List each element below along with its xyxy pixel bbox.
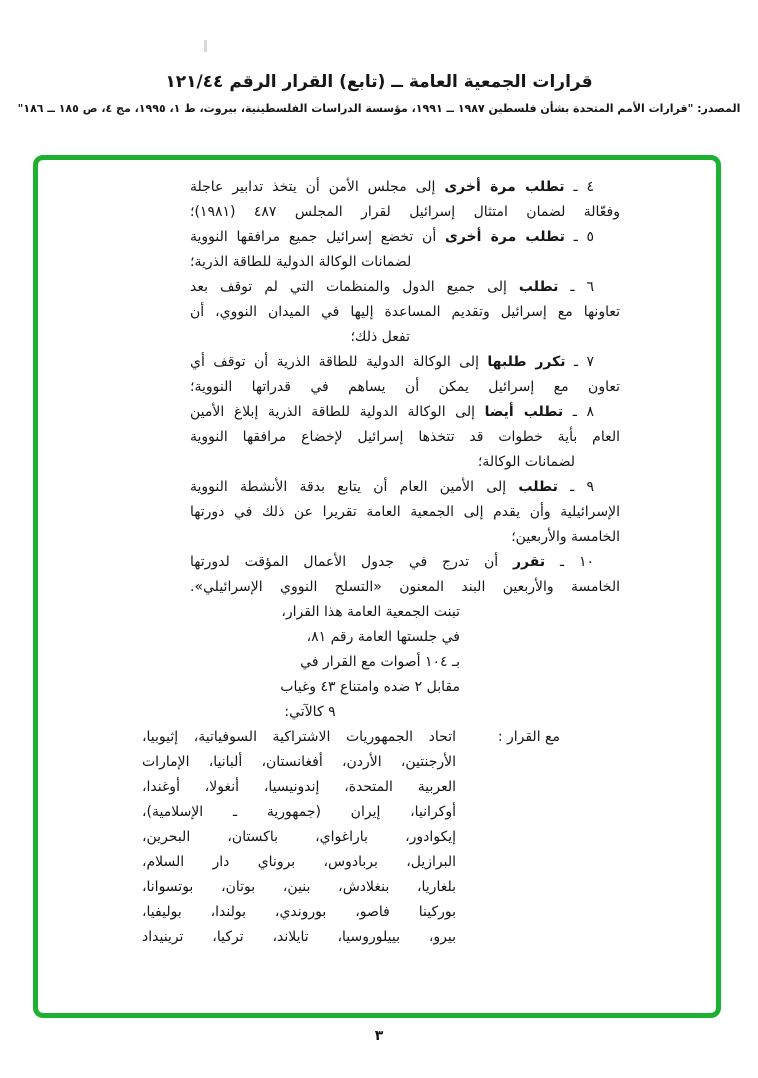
text-line: الخامسة والأربعين؛ bbox=[511, 529, 620, 545]
text-line: في جلستها العامة رقم ٨١، bbox=[306, 629, 460, 645]
text-line: بلغاريا، بنغلادش، بنين، بوتان، بوتسوانا، bbox=[142, 879, 456, 895]
text-line: أوكرانيا، إيران (جمهورية ـ الإسلامية)، bbox=[142, 804, 456, 820]
text-line: ٤ ـ تطلب مرة أخرى إلى مجلس الأمن أن يتخذ تدابير عاجلة bbox=[190, 179, 594, 195]
text-line: ٦ ـ تطلب إلى جميع الدول والمنظمات التي لم توقف بعد bbox=[190, 279, 594, 295]
text-line: بيرو، بييلوروسيا، تايلاند، تركيا، ترينيداد bbox=[142, 929, 456, 945]
operative-paragraphs bbox=[190, 175, 620, 600]
text-line: ٩ ـ تطلب إلى الأمين العام أن يتابع بدقة الأنشطة النووية bbox=[190, 479, 594, 495]
scan-artifact bbox=[204, 40, 207, 52]
text-line: ٧ ـ تكرر طلبها إلى الوكالة الدولية للطاقة الذرية أن توقف أي bbox=[190, 354, 595, 370]
text-line: الأرجنتين، الأردن، أفغانستان، ألبانيا، الإمارات bbox=[142, 754, 456, 770]
text-line: ٨ ـ تطلب أيضا إلى الوكالة الدولية للطاقة الذرية إبلاغ الأمين bbox=[190, 404, 594, 420]
page-title: قرارات الجمعية العامة ــ (تابع) القرار الرقم ١٢١/٤٤ bbox=[165, 72, 593, 92]
source-citation: المصدر: "قرارات الأمم المتحدة بشأن فلسطين ١٩٨٧ ــ ١٩٩١، مؤسسة الدراسات الفلسطينية، بيروت، ط ١، ١٩٩٥، مج ٤، ص ١٨٥ ــ ١٨٦" bbox=[17, 102, 741, 115]
text-line: بوركينا فاصو، بوروندي، بولندا، بوليفيا، bbox=[142, 904, 456, 920]
text-line: لضمانات الوكالة الدولية للطاقة الذرية؛ bbox=[190, 254, 412, 270]
resolution-frame bbox=[33, 155, 721, 1018]
page-number: ٣ bbox=[374, 1028, 384, 1044]
text-line: العام بأية خطوات قد تتخذها إسرائيل لإخضاع مرافقها النووية bbox=[190, 429, 620, 445]
text-line: الإسرائيلية وأن يقدم إلى الجمعية العامة تقريرا عن ذلك في دورتها bbox=[190, 504, 620, 520]
text-line: العربية المتحدة، إندونيسيا، أنغولا، أوغندا، bbox=[142, 779, 456, 795]
text-line: تبنت الجمعية العامة هذا القرار، bbox=[281, 604, 460, 620]
text-line: ١٠ ـ تقرر أن تدرج في جدول الأعمال المؤقت لدورتها bbox=[190, 554, 594, 570]
text-line: ٥ ـ تطلب مرة أخرى أن تخضع إسرائيل جميع مرافقها النووية bbox=[190, 229, 594, 245]
text-line: مقابل ٢ ضده وامتناع ٤٣ وغياب bbox=[280, 679, 460, 695]
text-line: البرازيل، بربادوس، بروناي دار السلام، bbox=[142, 854, 456, 870]
text-line: ٩ كالآتي: bbox=[284, 704, 336, 720]
text-line: تعاونها مع إسرائيل وتقديم المساعدة إليها في الميدان النووي، أن bbox=[190, 304, 620, 320]
text-line: بـ ١٠٤ أصوات مع القرار في bbox=[300, 654, 460, 670]
vote-breakdown bbox=[140, 725, 560, 950]
vote-for-countries bbox=[142, 725, 456, 950]
vote-for-label: مع القرار : bbox=[497, 729, 560, 745]
text-line: لضمانات الوكالة؛ bbox=[477, 454, 575, 470]
text-line: الخامسة والأربعين البند المعنون «التسلح النووي الإسرائيلي». bbox=[190, 579, 620, 595]
adoption-note bbox=[160, 600, 460, 725]
text-line: تعاون مع إسرائيل يمكن أن يساهم في قدراتها النووية؛ bbox=[190, 379, 620, 395]
text-line: تفعل ذلك؛ bbox=[350, 329, 410, 345]
text-line: إيكوادور، باراغواي، باكستان، البحرين، bbox=[142, 829, 456, 845]
text-line: وفعّالة لضمان امتثال إسرائيل لقرار المجلس ٤٨٧ (١٩٨١)؛ bbox=[190, 204, 620, 220]
text-line: اتحاد الجمهوريات الاشتراكية السوفياتية، إثيوبيا، bbox=[142, 729, 456, 745]
